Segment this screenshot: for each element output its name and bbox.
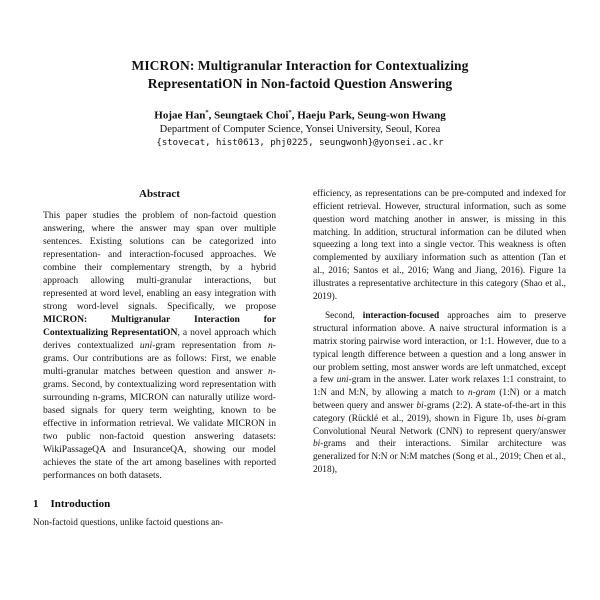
body-paragraph-2: Second, interaction-focused approaches aim to preserve structural information above. A naive structural information is a matrix storing pairwise word interaction, or 1:1. However, due to a typical length difference between a question and a long answer in our problem setting, most answer words are left unmatched, except a few uni-gram in the answer. Later work relaxes 1:1 constraint, to 1:N and M:N, by allowing a match to n-gram (1:N) or a match between query and answer bi-grams (2:2). A state-of-the-art in this category (Rücklé et al., 2019), shown in Figure 1b, uses bi-gram Convolutional Neural Network (CNN) to represent query/answer bi-grams and their interactions. Similar architecture was generalized for N:N or N:M matches (Song et al., 2019; Chen et al., 2018), [313,311,567,476]
two-column-body [0,188,600,529]
title-line-1: MICRON: Multigranular Interaction for Contextualizing [131,58,469,73]
author-emails: {stovecat, hist0613, phj0225, seungwonh}@yonsei.ac.kr [156,138,444,149]
body-paragraph-1: efficiency, as representations can be pre-computed and indexed for efficient retrieval. However, structural information, such as some question word matching another in answer, is missing in this matching. In addition, structural information can be diluted when squeezing a long text into a single vector. This weakness is often complemented by auxiliary information such as attention (Tan et al., 2016; Santos et al., 2016; Wang and Jiang, 2016). Figure 1a illustrates a representative architecture in this category (Shao et al., 2019). [313,189,566,302]
left-column [33,188,286,529]
paper-title [0,57,600,93]
right-column [313,188,566,529]
abstract-text: This paper studies the problem of non-factoid question answering, where the answer may span over multiple sentences. Existing solutions can be categorized into representation- and interaction-focused approaches. We combine their complementary strength, by a hybrid approach allowing multi-granular interactions, but represented at word level, enabling an easy integration with strong word-level signals. Specifically, we propose MICRON: Multigranular Interaction for Contextualizing RepresentatiON, a novel approach which derives contextualized uni-gram representation from n-grams. Our contributions are as follows: First, we enable multi-granular matches between question and answer n-grams. Second, by contextualizing word representation with surrounding n-grams, MICRON can naturally utilize word-based signals for query term weighting, known to be effective in information retrieval. We validate MICRON in two public non-factoid question answering datasets: WikiPassageQA and InsuranceQA, showing our model achieves the state of the art among baselines with reported performances on both datasets. [43,210,276,482]
authors-line: Hojae Han*, Seungtaek Choi*, Haeju Park, Seung-won Hwang [154,108,446,122]
section-title: Introduction [50,498,111,511]
section-number: 1 [33,498,39,511]
title-line-2: RepresentatiON in Non-factoid Question Answering [147,75,453,91]
section-heading-introduction [33,498,286,511]
paper-header [0,0,600,148]
abstract-heading: Abstract [139,188,180,201]
author-affiliation: Department of Computer Science, Yonsei University, Seoul, Korea [159,124,441,136]
intro-first-line: Non-factoid questions, unlike factoid questions an- [33,517,224,528]
